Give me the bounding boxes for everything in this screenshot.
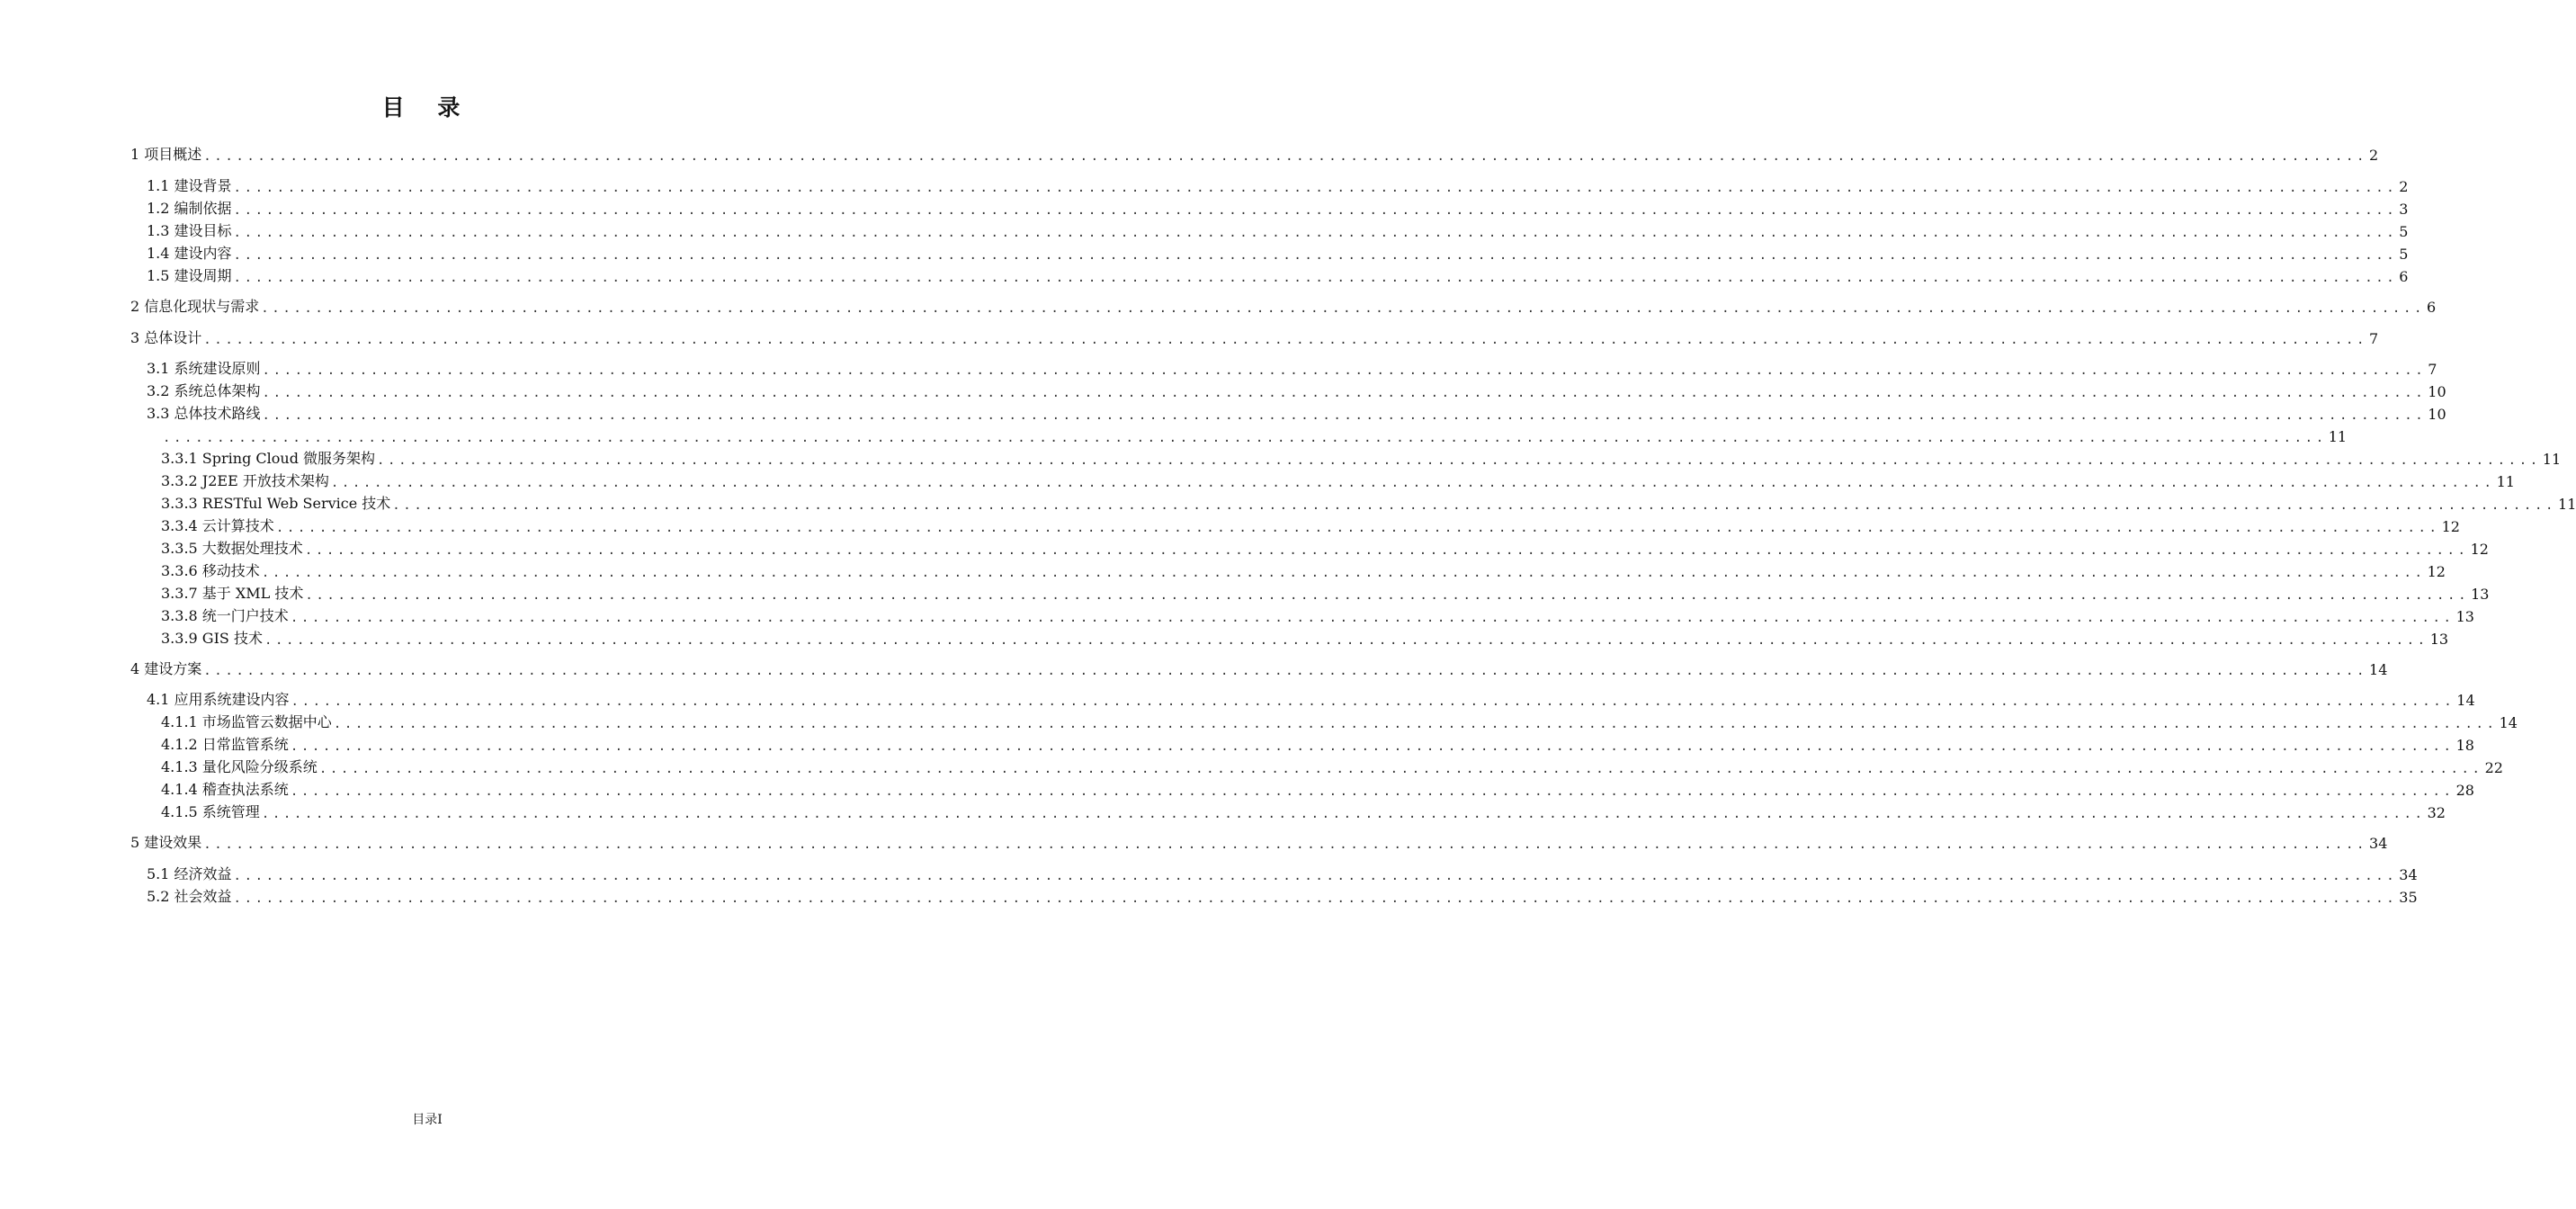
toc-entry-label: 3.1 系统建设原则: [147, 360, 261, 377]
toc-entry-page-number: 18: [2455, 737, 2474, 754]
dot-leader: ........................................................................................................................................................................................................: [392, 498, 2557, 513]
toc-entry-page-number: 14: [2456, 692, 2475, 709]
toc-entry-page-number: 2: [2369, 147, 2379, 164]
toc-entry-label: 1.1 建设背景: [147, 177, 232, 194]
toc-entry-label: 4.1.3 量化风险分级系统: [161, 758, 318, 775]
toc-entry-page-number: 28: [2455, 782, 2474, 799]
toc-entry-page-number: 5: [2399, 223, 2409, 240]
toc-entry-page-number: 10: [2428, 406, 2446, 423]
toc-entry-label: 2 信息化现状与需求: [130, 298, 260, 315]
dot-leader: ........................................................................................................................................................................................................: [203, 333, 2368, 347]
toc-entry[interactable]: [161, 583, 2490, 603]
dot-leader: ........................................................................................................................................................................................................: [233, 248, 2398, 263]
dot-leader: ........................................................................................................................................................................................................: [290, 739, 2455, 754]
toc-entry-label: 4.1.2 日常监管系统: [161, 736, 289, 753]
toc-entry-page-number: 6: [2399, 268, 2409, 285]
toc-entry-label: 1.2 编制依据: [147, 200, 232, 217]
dot-leader: ........................................................................................................................................................................................................: [318, 762, 2483, 776]
dot-leader: ........................................................................................................................................................................................................: [233, 203, 2398, 218]
toc-entry-page-number: 11: [2496, 473, 2515, 490]
toc-entry[interactable]: [130, 144, 2379, 164]
dot-leader: ........................................................................................................................................................................................................: [233, 226, 2398, 240]
toc-entry[interactable]: [147, 198, 2409, 218]
dot-leader: ........................................................................................................................................................................................................: [291, 694, 2455, 709]
toc-entry[interactable]: [147, 175, 2409, 195]
toc-entry-page-number: 7: [2428, 361, 2437, 378]
toc-entry[interactable]: [161, 448, 2562, 468]
toc-entry[interactable]: [147, 689, 2475, 709]
toc-entry-label: 5.2 社会效益: [147, 888, 232, 905]
toc-entry[interactable]: [147, 243, 2409, 263]
toc-entry-label: 1.4 建设内容: [147, 245, 232, 262]
dot-leader: ........................................................................................................................................................................................................: [262, 363, 2427, 378]
toc-entry[interactable]: [147, 864, 2418, 883]
toc-entry-page-number: 13: [2471, 586, 2490, 603]
toc-entry[interactable]: [130, 658, 2388, 678]
toc-entry[interactable]: [161, 560, 2446, 580]
dot-leader: ........................................................................................................................................................................................................: [203, 837, 2368, 852]
dot-leader: ........................................................................................................................................................................................................: [261, 807, 2426, 821]
toc-entry-page-number: 11: [2542, 451, 2562, 468]
toc-entry[interactable]: [130, 327, 2379, 347]
toc-entry-page-number: 13: [2429, 631, 2449, 648]
toc-entry[interactable]: [161, 712, 2518, 731]
dot-leader: ........................................................................................................................................................................................................: [261, 566, 2426, 580]
toc-entry-label: 3.2 系统总体架构: [147, 382, 261, 399]
toc-entry-label: 3.3.4 云计算技术: [161, 517, 274, 534]
dot-leader: ........................................................................................................................................................................................................: [275, 521, 2440, 535]
toc-entry-page-number: 10: [2428, 383, 2446, 400]
toc-entry[interactable]: [161, 802, 2446, 821]
toc-entry-page-number: 12: [2470, 541, 2489, 558]
toc-entry[interactable]: [147, 265, 2409, 285]
toc-entry[interactable]: [147, 886, 2418, 906]
toc-entry-page-number: 13: [2455, 608, 2474, 625]
toc-entry[interactable]: [161, 734, 2474, 754]
toc-entry[interactable]: [147, 358, 2437, 378]
toc-entry[interactable]: [161, 757, 2503, 776]
toc-entry-page-number: 12: [2441, 518, 2460, 535]
dot-leader: ........................................................................................................................................................................................................: [290, 611, 2455, 625]
dot-leader: ........................................................................................................................................................................................................: [233, 271, 2398, 285]
dot-leader: ........................................................................................................................................................................................................: [233, 869, 2398, 883]
toc-entry-page-number: 6: [2427, 299, 2437, 316]
toc-entry-page-number: 7: [2369, 330, 2379, 347]
toc-entry[interactable]: [161, 779, 2474, 799]
toc-entry-label: 4.1.4 稽查执法系统: [161, 781, 289, 798]
dot-leader: ........................................................................................................................................................................................................: [261, 301, 2426, 316]
toc-entry-label: 1.3 建设目标: [147, 222, 232, 239]
toc-entry-label: 5.1 经济效益: [147, 865, 232, 882]
toc-entry-page-number: 2: [2399, 178, 2409, 195]
toc-entry[interactable]: [161, 538, 2489, 558]
toc-entry-page-number: 11: [2558, 496, 2576, 513]
toc-entry-label: 4 建设方案: [130, 660, 202, 677]
dot-leader: ........................................................................................................................................................................................................: [377, 453, 2541, 468]
toc-entry[interactable]: [161, 628, 2449, 648]
toc-entry-label: 5 建设效果: [130, 834, 202, 851]
toc-entry[interactable]: [161, 493, 2576, 513]
toc-entry-label: 1.5 建设周期: [147, 267, 232, 284]
toc-entry-label: 3.3.5 大数据处理技术: [161, 540, 303, 557]
dot-leader: ........................................................................................................................................................................................................: [233, 181, 2398, 195]
dot-leader: ........................................................................................................................................................................................................: [233, 891, 2398, 906]
dot-leader: ........................................................................................................................................................................................................: [304, 543, 2469, 558]
toc-entry-page-number: 3: [2399, 201, 2409, 218]
toc-entry-label: 4.1.5 系统管理: [161, 803, 260, 820]
toc-entry-label: 3 总体设计: [130, 329, 202, 346]
dot-leader: ........................................................................................................................................................................................................: [290, 784, 2455, 799]
page-title: 目 录: [381, 94, 473, 121]
toc-entry[interactable]: [161, 515, 2460, 535]
toc-entry-page-number: 35: [2399, 889, 2418, 906]
toc-entry-label: 3.3.6 移动技术: [161, 562, 260, 579]
dot-leader: ........................................................................................................................................................................................................: [163, 431, 2327, 445]
toc-entry-label: 3.3.9 GIS 技术: [161, 630, 263, 647]
toc-entry-label: 3.3 总体技术路线: [147, 405, 261, 422]
toc-entry-label: 3.3.1 Spring Cloud 微服务架构: [161, 450, 376, 467]
toc-entry[interactable]: [161, 605, 2474, 625]
toc-entry-page-number: 14: [2369, 661, 2388, 678]
dot-leader: ........................................................................................................................................................................................................: [330, 476, 2495, 490]
toc-entry-label: 3.3.8 统一门户技术: [161, 607, 289, 624]
toc-entry-label: 3.3.3 RESTful Web Service 技术: [161, 495, 391, 512]
toc-entry-page-number: 34: [2399, 866, 2418, 883]
toc-entry-page-number: 34: [2369, 835, 2388, 852]
toc-entry-page-number: 12: [2427, 563, 2446, 580]
toc-entry-page-number: 14: [2499, 714, 2518, 731]
toc-entry-page-number: 5: [2399, 246, 2409, 263]
dot-leader: ........................................................................................................................................................................................................: [333, 717, 2498, 731]
dot-leader: ........................................................................................................................................................................................................: [262, 386, 2427, 400]
toc-entry-label: 4.1.1 市场监管云数据中心: [161, 713, 332, 730]
dot-leader: ........................................................................................................................................................................................................: [203, 149, 2368, 164]
toc-entry-label: 3.3.7 基于 XML 技术: [161, 585, 304, 602]
toc-entry-label: 1 项目概述: [130, 146, 202, 163]
toc-entry[interactable]: [161, 470, 2515, 490]
toc-entry-label: 3.3.2 J2EE 开放技术架构: [161, 472, 329, 489]
toc-entry-page-number: 22: [2484, 759, 2503, 776]
toc-entry[interactable]: [147, 381, 2446, 400]
toc-entry[interactable]: [147, 403, 2446, 423]
dot-leader: ........................................................................................................................................................................................................: [203, 664, 2368, 678]
toc-entry[interactable]: [161, 425, 2348, 445]
toc-entry-page-number: 32: [2427, 804, 2446, 821]
toc-entry[interactable]: [130, 296, 2437, 316]
toc-entry[interactable]: [130, 832, 2388, 852]
toc-entry[interactable]: [147, 220, 2409, 240]
toc-entry-page-number: 11: [2328, 428, 2348, 445]
dot-leader: ........................................................................................................................................................................................................: [264, 633, 2428, 648]
dot-leader: ........................................................................................................................................................................................................: [305, 588, 2470, 603]
toc-entry-label: 4.1 应用系统建设内容: [147, 691, 290, 708]
dot-leader: ........................................................................................................................................................................................................: [262, 408, 2427, 423]
page-footer: 目录I: [412, 1113, 443, 1127]
